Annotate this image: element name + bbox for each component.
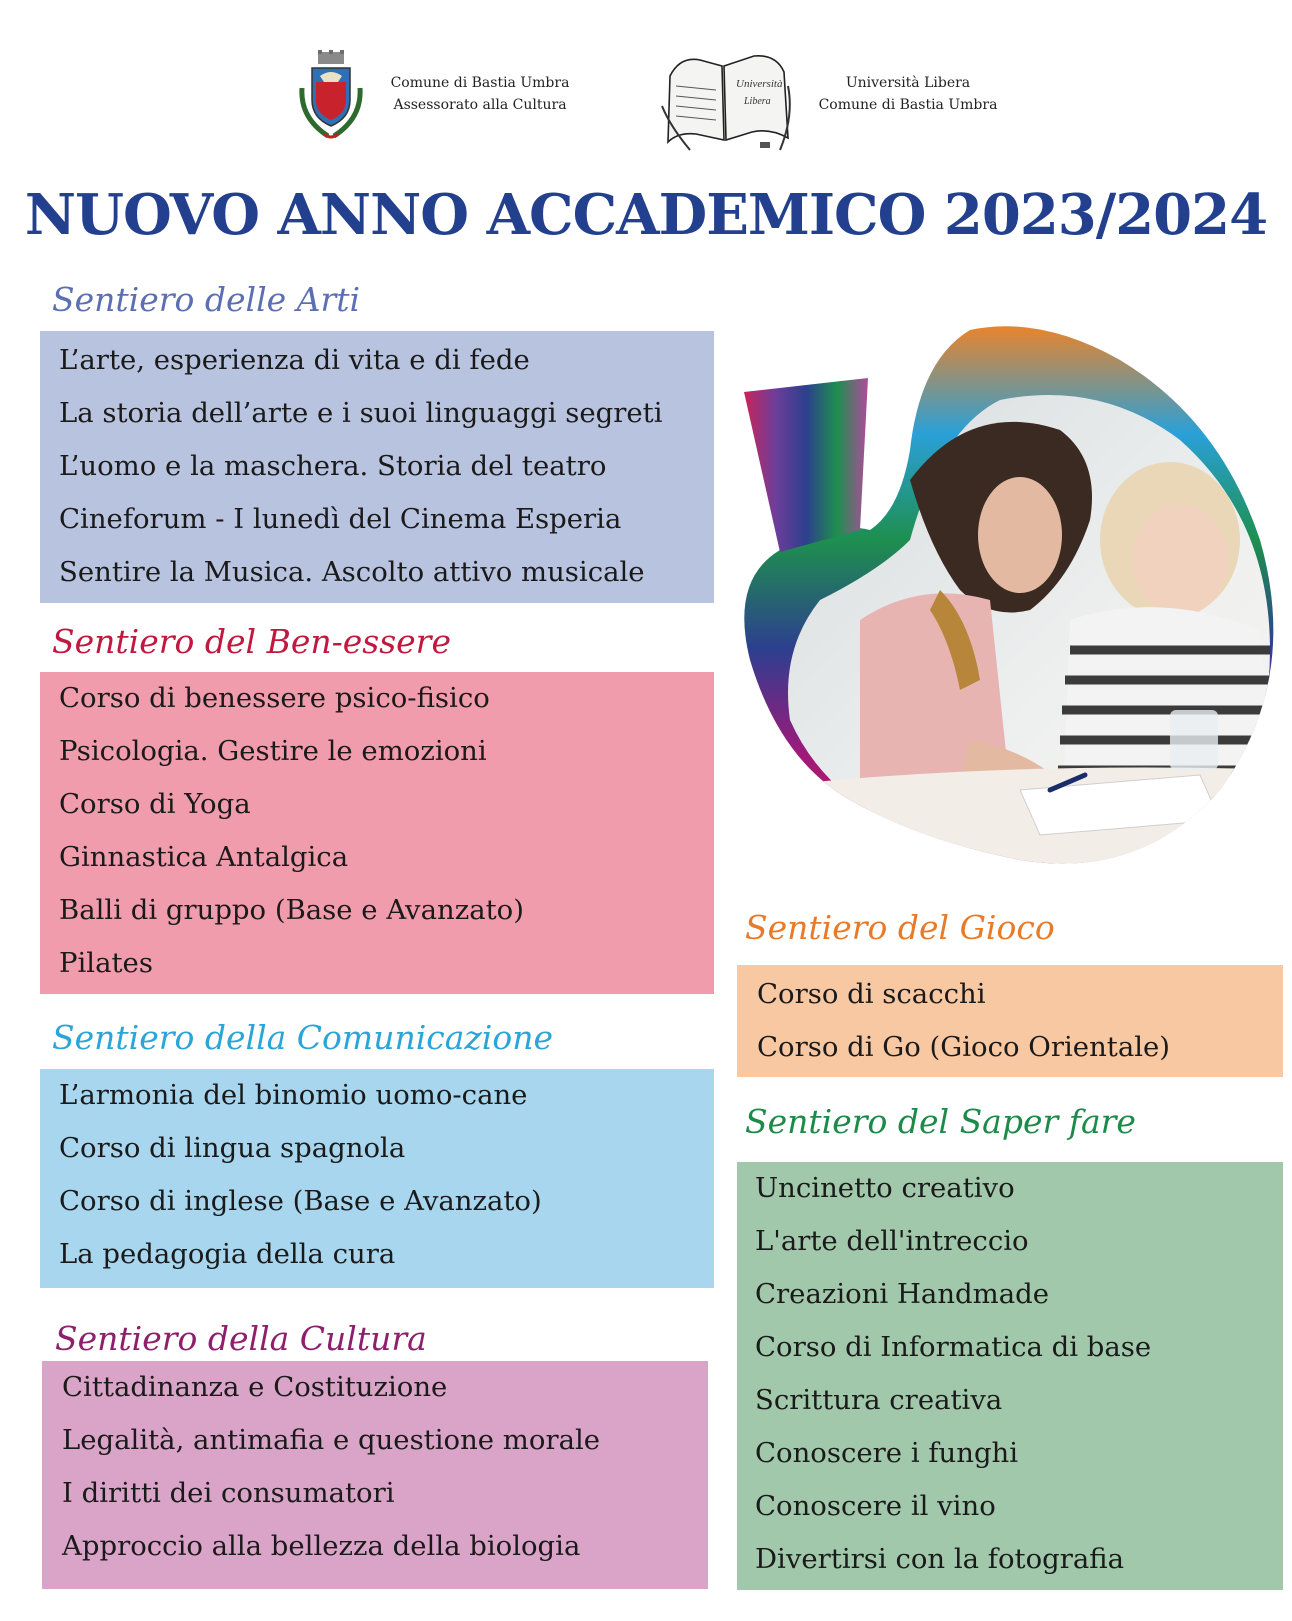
list-item: Corso di inglese (Base e Avanzato): [59, 1185, 542, 1217]
list-item: Psicologia. Gestire le emozioni: [59, 735, 487, 767]
list-item: Scrittura creativa: [755, 1384, 1003, 1416]
section-box-arti: [40, 331, 714, 603]
list-item: Approccio alla bellezza della biologia: [62, 1530, 581, 1562]
list-item: Corso di lingua spagnola: [59, 1132, 406, 1164]
section-title-benessere: Sentiero del Ben-essere: [52, 622, 451, 661]
list-item: Corso di scacchi: [757, 978, 986, 1010]
header-left-line-2: Assessorato alla Cultura: [393, 97, 567, 113]
list-item: Sentire la Musica. Ascolto attivo musicale: [59, 556, 645, 588]
section-title-cultura: Sentiero della Cultura: [55, 1319, 427, 1358]
section-title-arti: Sentiero delle Arti: [52, 280, 361, 319]
section-box-saperfare: [737, 1162, 1283, 1590]
book-text-1: Università: [736, 78, 783, 90]
list-item: Pilates: [59, 947, 153, 979]
section-box-benessere: [40, 672, 714, 994]
section-box-comunicazione: [40, 1069, 714, 1288]
header-right-text: [808, 72, 1008, 116]
list-item: Conoscere il vino: [755, 1490, 996, 1522]
list-item: L'arte dell'intreccio: [755, 1225, 1029, 1257]
list-item: Divertirsi con la fotografia: [755, 1543, 1125, 1575]
list-item: Corso di Informatica di base: [755, 1331, 1152, 1363]
header-left-line-1: Comune di Bastia Umbra: [390, 75, 570, 91]
list-item: Corso di Yoga: [59, 788, 251, 820]
section-title-saperfare: Sentiero del Saper fare: [745, 1102, 1136, 1141]
list-item: Cineforum - I lunedì del Cinema Esperia: [59, 503, 622, 535]
section-box-cultura: [42, 1361, 708, 1589]
list-item: Creazioni Handmade: [755, 1278, 1049, 1310]
list-item: L’uomo e la maschera. Storia del teatro: [59, 450, 607, 482]
section-title-comunicazione: Sentiero della Comunicazione: [52, 1018, 554, 1057]
list-item: La pedagogia della cura: [59, 1238, 396, 1270]
header-right-line-2: Comune di Bastia Umbra: [818, 97, 998, 113]
list-item: L’armonia del binomio uomo-cane: [59, 1079, 528, 1111]
section-box-gioco: [737, 965, 1283, 1077]
list-item: Balli di gruppo (Base e Avanzato): [59, 894, 524, 926]
list-item: Corso di Go (Gioco Orientale): [757, 1031, 1171, 1063]
municipal-crest-logo: [298, 48, 364, 144]
page-title: NUOVO ANNO ACCADEMICO 2023/2024: [24, 182, 1268, 248]
book-logo: [660, 46, 794, 156]
header-left-text: [380, 72, 580, 116]
list-item: Uncinetto creativo: [755, 1172, 1015, 1204]
list-item: Legalità, antimafia e questione morale: [62, 1424, 601, 1456]
hero-photo: [740, 320, 1292, 880]
list-item: Conoscere i funghi: [755, 1437, 1019, 1469]
list-item: Ginnastica Antalgica: [59, 841, 349, 873]
book-text-2: Libera: [744, 96, 771, 107]
list-item: Corso di benessere psico-fisico: [59, 682, 490, 714]
list-item: I diritti dei consumatori: [62, 1477, 395, 1509]
section-title-gioco: Sentiero del Gioco: [745, 908, 1055, 947]
header-right-line-1: Università Libera: [845, 75, 971, 91]
list-item: Cittadinanza e Costituzione: [62, 1371, 448, 1403]
open-book-icon: [660, 46, 794, 156]
list-item: La storia dell’arte e i suoi linguaggi segreti: [59, 397, 663, 429]
list-item: L’arte, esperienza di vita e di fede: [59, 344, 530, 376]
